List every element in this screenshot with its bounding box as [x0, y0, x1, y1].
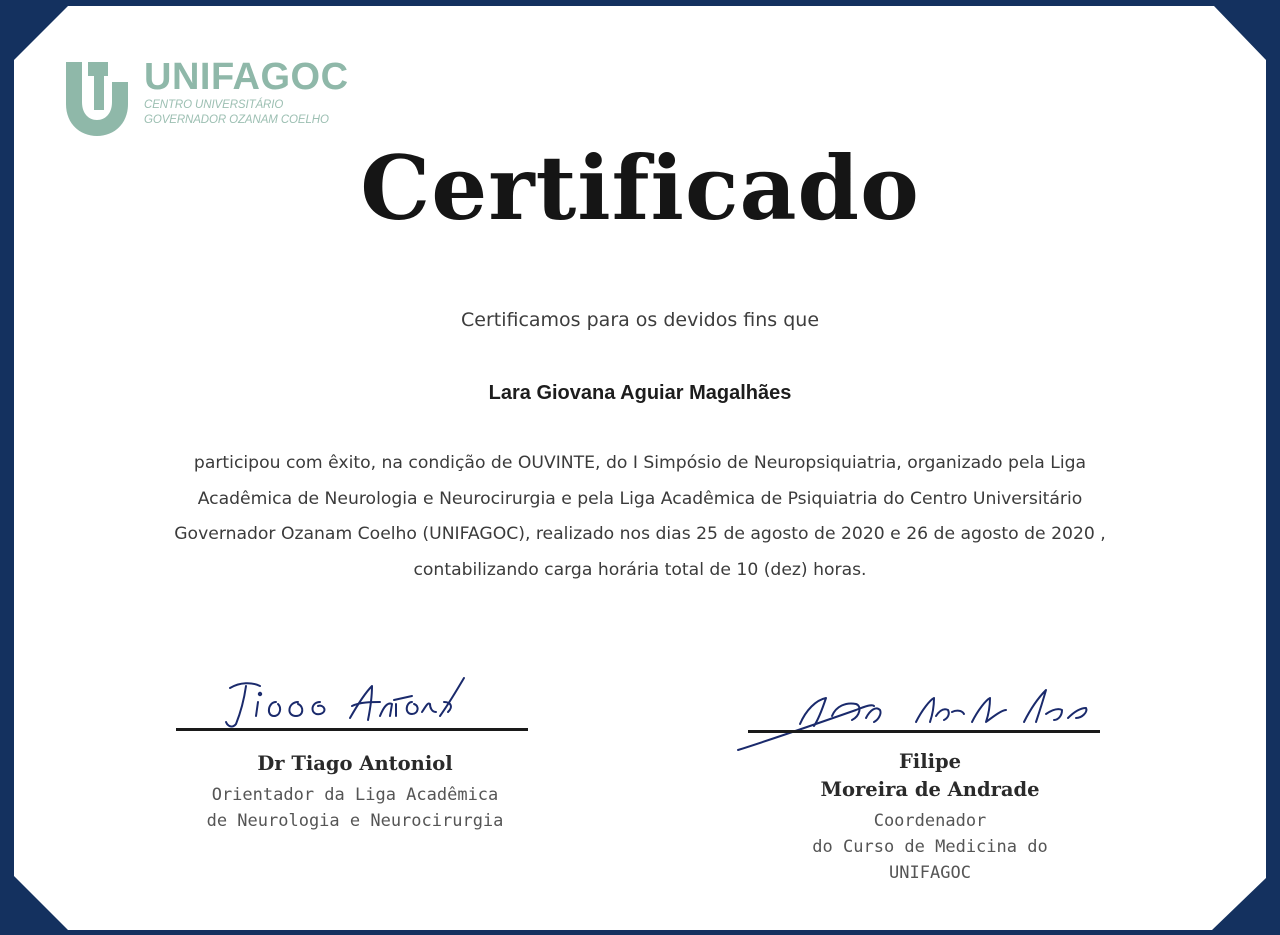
- signer-role-line: Orientador da Liga Acadêmica: [211, 785, 499, 805]
- logo-subtitle-line1: CENTRO UNIVERSITÁRIO: [144, 99, 284, 111]
- signer-name-line: Filipe: [898, 750, 962, 773]
- signature-line-left: [176, 728, 528, 731]
- certificate-title: Certificado: [360, 136, 920, 240]
- signer-role-right: [740, 808, 1120, 886]
- signer-name-right: [740, 748, 1120, 804]
- certificate-body: [90, 446, 1190, 588]
- signer-role-line: Coordenador: [873, 811, 987, 831]
- unifagoc-logo: [64, 58, 364, 138]
- signer-name-left: [150, 750, 560, 778]
- signer-name-line: Moreira de Andrade: [820, 778, 1040, 801]
- body-line: Governador Ozanam Coelho (UNIFAGOC), realizado nos dias 25 de agosto de 2020 e 26 de agosto de 2020 ,: [174, 524, 1106, 544]
- signer-role-line: UNIFAGOC: [889, 863, 971, 883]
- recipient-name: Lara Giovana Aguiar Magalhães: [488, 382, 792, 404]
- logo-subtitle-line2: GOVERNADOR OZANAM COELHO: [144, 114, 329, 126]
- logo-name: UNIFAGOC: [144, 56, 349, 98]
- signature-tiago-antoniol: [200, 672, 490, 742]
- intro-text: Certificamos para os devidos fins que: [460, 309, 820, 331]
- signer-role-line: de Neurologia e Neurocirurgia: [206, 811, 504, 831]
- signer-name-line: Dr Tiago Antoniol: [257, 752, 453, 775]
- body-line: participou com êxito, na condição de OUVINTE, do I Simpósio de Neuropsiquiatria, organizado pela Liga: [193, 453, 1087, 473]
- body-line: Acadêmica de Neurologia e Neurocirurgia e pela Liga Acadêmica de Psiquiatria do Centro Universitário: [197, 488, 1083, 509]
- signer-role-left: [150, 782, 560, 834]
- signature-line-right: [748, 730, 1100, 733]
- signer-role-line: do Curso de Medicina do: [812, 837, 1048, 857]
- signature-filipe-moreira: [736, 680, 1106, 756]
- unifagoc-logo-mark: [64, 58, 130, 136]
- body-line: contabilizando carga horária total de 10 (dez) horas.: [413, 559, 867, 580]
